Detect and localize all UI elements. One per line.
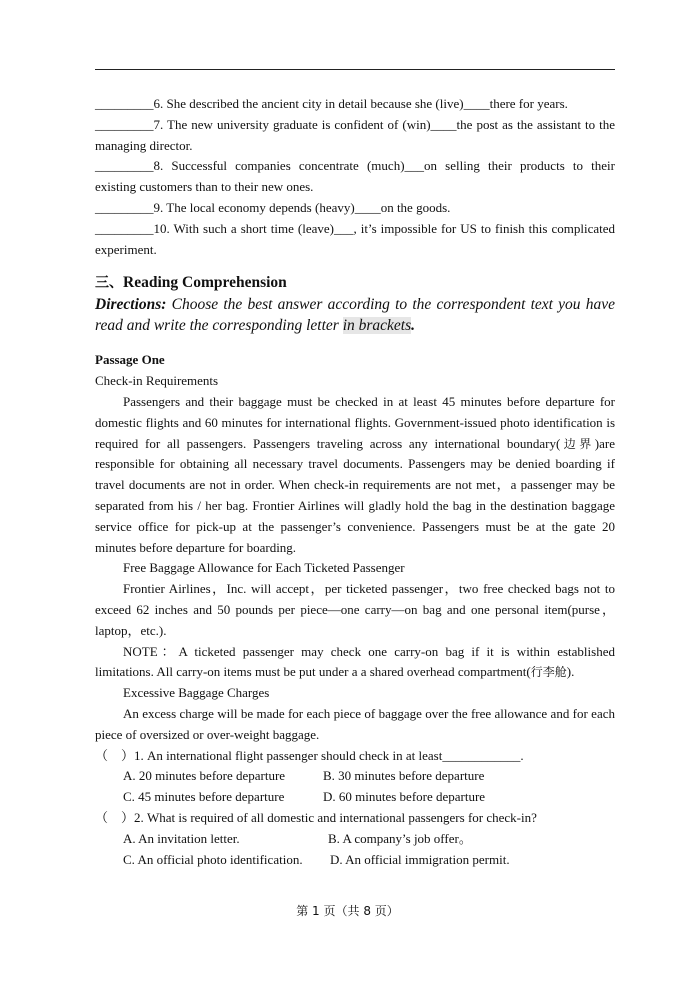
directions-end: . — [411, 317, 416, 335]
option-c: C. An official photo identification. — [123, 851, 303, 867]
option-d: D. An official immigration permit. — [330, 851, 510, 867]
fill-blank-item — [95, 219, 615, 261]
passage-paragraph — [95, 642, 615, 684]
paragraph-text: )are responsible for obtaining all necessary travel documents. Passengers may be denied boarding if travel documents are not in order. When check-in requirements are not met，a passenger may be separated from his / her bag. Frontier Airlines will gladly hold the bag in the destination baggage service office for pick-up at the passenger’s convenience. Passengers must be at the gate 20 minutes before departure for boarding. — [95, 435, 615, 555]
passage-heading: Excessive Baggage Charges — [123, 685, 270, 701]
header-rule — [95, 69, 615, 70]
fill-blank-item — [95, 198, 615, 219]
passage-paragraph — [95, 392, 615, 558]
question-text: 8. Successful companies concentrate (much)___on selling their products to their existing customers than to their new ones. — [95, 158, 615, 195]
question-text: 7. The new university graduate is confident of (win)____the post as the assistant to the managing director. — [95, 116, 615, 153]
section-title: Reading Comprehension — [123, 274, 287, 292]
directions — [95, 294, 615, 336]
option-d: D. 60 minutes before departure — [323, 789, 486, 805]
question-text: 6. She described the ancient city in detail because she (live)____there for years. — [153, 96, 568, 111]
section-number: 三、 — [95, 275, 123, 292]
question-item — [95, 746, 615, 767]
question-text: 1. An international flight passenger should check in at least____________. — [134, 747, 524, 763]
question-item — [95, 808, 615, 829]
fill-blank-item — [95, 156, 615, 198]
option-b: B. A company’s job offer。 — [328, 830, 472, 846]
page-footer — [0, 902, 695, 919]
answer-bracket[interactable]: （ ） — [95, 809, 135, 825]
paragraph-text: Passengers and their baggage must be checked in at least 45 minutes before departure for domestic flights and 60 minutes for international flights. Government-issued photo identification is required for all passengers. Passengers traveling across any international boundary( — [95, 393, 615, 451]
passage-paragraph: An excess charge will be made for each piece of baggage over the free allowance and for each piece of oversized or over-weight baggage. — [95, 705, 615, 742]
highlighted-text: in brackets — [342, 317, 412, 335]
question-text: 2. What is required of all domestic and international passengers for check-in? — [134, 809, 537, 825]
answer-blank[interactable]: _________ — [95, 116, 154, 132]
passage-subtitle: Check-in Requirements — [95, 373, 219, 389]
option-a: A. 20 minutes before departure — [123, 768, 286, 784]
answer-bracket[interactable]: （ ） — [95, 747, 135, 763]
passage-heading: Free Baggage Allowance for Each Ticketed Passenger — [123, 560, 405, 576]
chinese-gloss: 行李舱 — [530, 665, 567, 680]
answer-blank[interactable]: _________ — [95, 158, 154, 174]
section-heading — [95, 272, 615, 294]
option-row — [95, 766, 615, 787]
directions-text: Choose the best answer according to the correspondent text you have read and write the corresponding letter — [95, 296, 615, 335]
passage-label: Passage One — [95, 352, 165, 368]
option-c: C. 45 minutes before departure — [123, 789, 285, 805]
paragraph-text: NOTE：A ticketed passenger may check one carry-on bag if it is within established limitations. All carry-on items must be put under a a shared overhead compartment( — [95, 643, 615, 680]
answer-blank[interactable]: _________ — [95, 96, 154, 111]
question-text: 9. The local economy depends (heavy)____on the goods. — [153, 199, 451, 215]
option-row — [95, 787, 615, 808]
paragraph-text: ). — [566, 664, 575, 680]
directions-label: Directions: — [95, 296, 167, 314]
page-content — [95, 94, 615, 870]
option-b: B. 30 minutes before departure — [323, 768, 485, 784]
option-row — [95, 829, 615, 850]
fill-blank-item — [95, 94, 615, 115]
answer-blank[interactable]: _________ — [95, 199, 154, 215]
chinese-gloss: 边界 — [560, 436, 595, 451]
answer-blank[interactable]: _________ — [95, 220, 154, 236]
question-text: 10. With such a short time (leave)___, it’s impossible for US to finish this complicated experiment. — [95, 220, 615, 257]
passage-paragraph: Frontier Airlines，Inc. will accept，per ticketed passenger，two free checked bags not to exceed 62 inches and 50 pounds per piece—one carry—on bag and one personal item(purse，laptop，etc.). — [95, 581, 615, 638]
page-number: 第 1 页（共 8 页） — [296, 904, 399, 918]
option-row — [95, 850, 615, 871]
option-a: A. An invitation letter. — [123, 830, 240, 846]
fill-blank-item — [95, 115, 615, 157]
